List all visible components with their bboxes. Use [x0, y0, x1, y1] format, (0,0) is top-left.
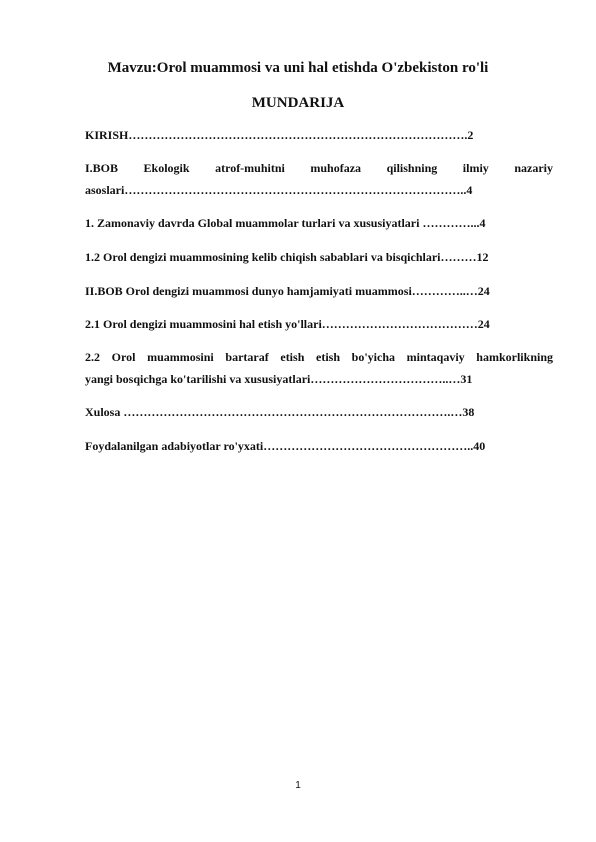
toc-entry-kirish: KIRISH………………………………………………………………………….2 [85, 128, 474, 142]
toc-entry-2-2-line2: yangi bosqichga ko'tarilishi va xususiyatlari……………………………..…31 [85, 372, 473, 386]
toc-entry-bob1-line2: asoslari…………………………………………………………………………..4 [85, 183, 473, 197]
toc-entry-adabiyotlar: Foydalanilgan adabiyotlar ro'yxati……………………………………………..40 [85, 439, 486, 453]
toc-entry-1-1: 1. Zamonaviy davrda Global muammolar turlari va xususiyatlari …………...4 [85, 216, 486, 230]
toc-heading: MUNDARIJA [251, 95, 345, 111]
toc-entry-bob2: II.BOB Orol dengizi muammosi dunyo hamjamiyati muammosi…………..…24 [85, 284, 490, 298]
toc-entry-bob1-line1: I.BOB Ekologik atrof-muhitni muhofaza qilishning ilmiy nazariy [85, 161, 553, 175]
toc-entry-2-2-line1: 2.2 Orol muammosini bartaraf etish etish bo'yicha mintaqaviy hamkorlikning [85, 350, 553, 364]
page-number: 1 [295, 780, 301, 791]
toc-entry-1-2: 1.2 Orol dengizi muammosining kelib chiqish sabablari va bisqichlari………12 [85, 250, 489, 264]
document-title: Mavzu:Orol muammosi va uni hal etishda O'zbekiston ro'li [107, 60, 489, 76]
toc-entry-xulosa: Xulosa ……………………………………………………………………….…38 [85, 405, 475, 419]
toc-entry-2-1: 2.1 Orol dengizi muammosini hal etish yo'llari…………………………………24 [85, 317, 490, 331]
